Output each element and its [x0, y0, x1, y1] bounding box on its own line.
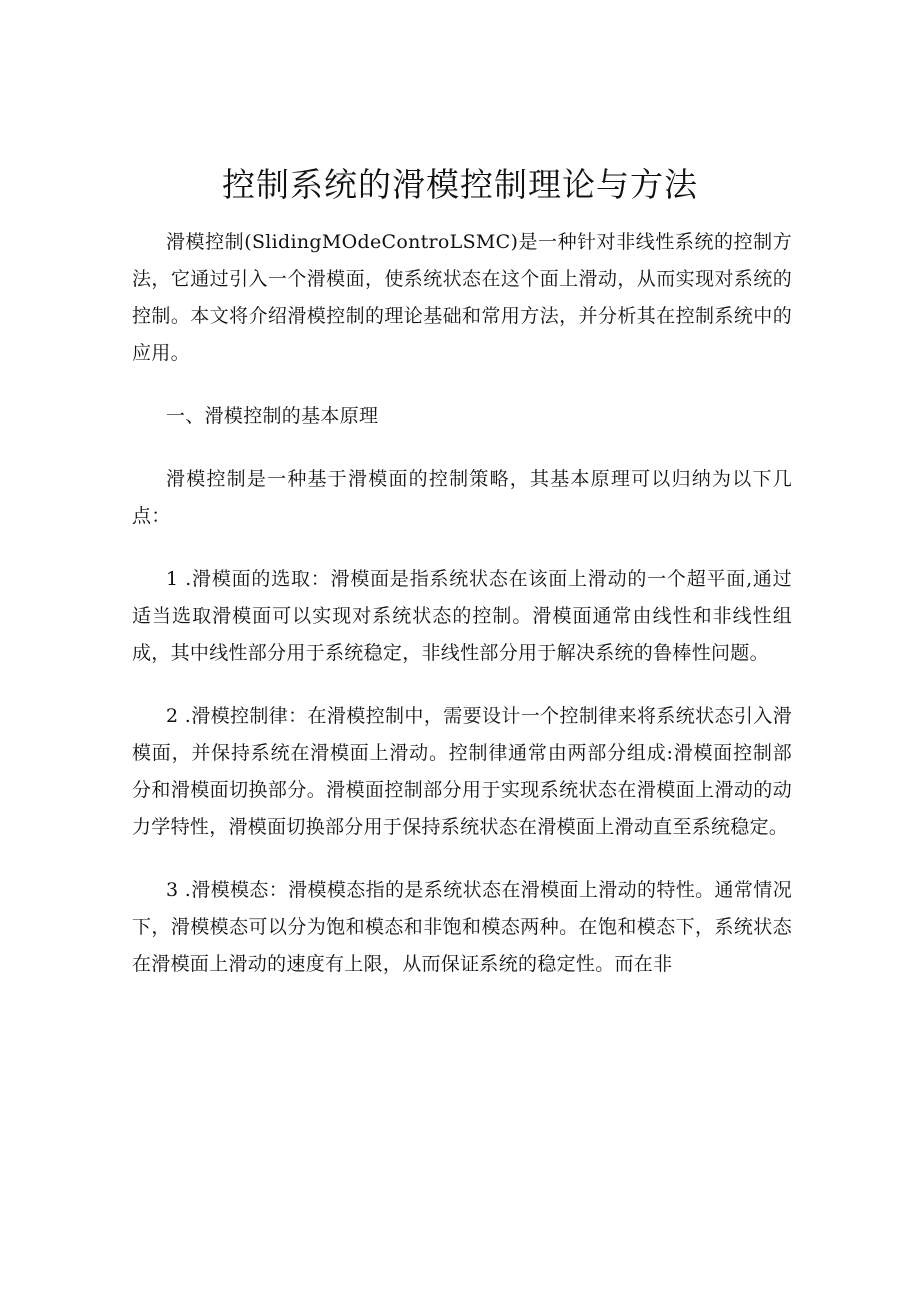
intro-paragraph: 滑模控制(SlidingMOdeControLSMC)是一种针对非线性系统的控制方法，它通过引入一个滑模面，使系统状态在这个面上滑动，从而实现对系统的控制。本文将介绍滑模控制的理论基础和常用方法，并分析其在控制系统中的应用。: [132, 231, 792, 364]
document-body: [132, 224, 792, 1009]
section-heading: 一、滑模控制的基本原理: [166, 405, 379, 427]
list-item: 1 .滑模面的选取：滑模面是指系统状态在该面上滑动的一个超平面,通过适当选取滑模面可以实现对系统状态的控制。滑模面通常由线性和非线性组成，其中线性部分用于系统稳定，非线性部分用于解决系统的鲁棒性问题。: [132, 568, 792, 664]
list-item: 3 .滑模模态：滑模模态指的是系统状态在滑模面上滑动的特性。通常情况下，滑模模态可以分为饱和模态和非饱和模态两种。在饱和模态下，系统状态在滑模面上滑动的速度有上限，从而保证系统的稳定性。而在非: [132, 879, 792, 975]
section-lead-paragraph: 滑模控制是一种基于滑模面的控制策略，其基本原理可以归纳为以下几点：: [132, 468, 792, 527]
list-item: 2 .滑模控制律：在滑模控制中，需要设计一个控制律来将系统状态引入滑模面，并保持系统在滑模面上滑动。控制律通常由两部分组成:滑模面控制部分和滑模面切换部分。滑模面控制部分用于实现系统状态在滑模面上滑动的动力学特性，滑模面切换部分用于保持系统状态在滑模面上滑动直至系统稳定。: [132, 705, 792, 838]
document-title: 控制系统的滑模控制理论与方法: [222, 165, 698, 204]
